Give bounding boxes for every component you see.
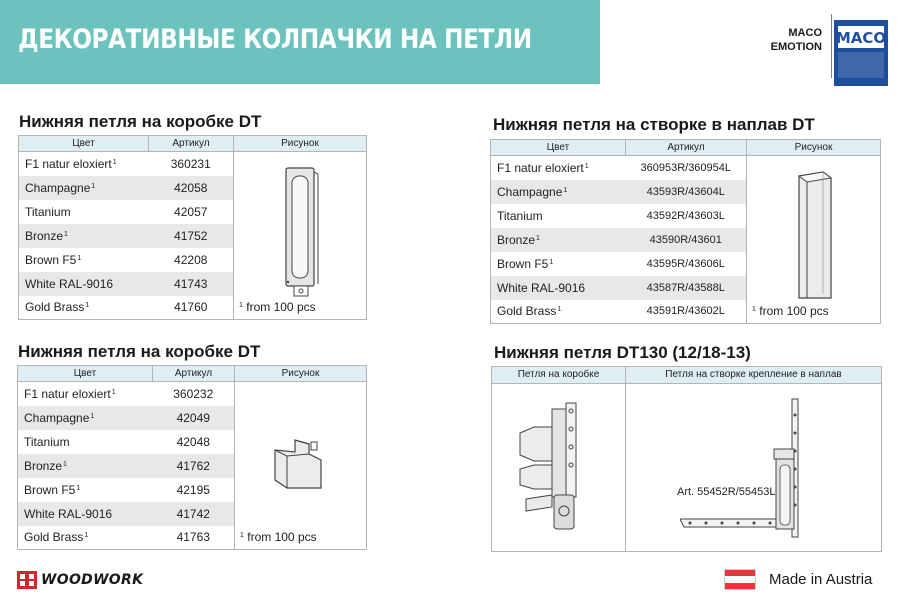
table-row-color: F1 natur eloxiert$^1$ — [19, 152, 149, 176]
table-row-color: F1 natur eloxiert$^1$ — [491, 156, 626, 180]
hinge-cover-frame-icon — [278, 166, 322, 306]
sash-hinge-icon — [680, 395, 800, 541]
section4-title: Нижняя петля DT130 (12/18-13) — [494, 343, 751, 362]
column-divider — [625, 367, 626, 551]
frame-hinge-icon — [516, 399, 592, 535]
picture-cell — [235, 382, 367, 550]
section1-table — [18, 135, 367, 320]
table-row-article: 360953R/360954L — [626, 156, 747, 180]
logo-divider — [831, 14, 832, 78]
col-frame-header: Петля на коробке — [492, 367, 625, 384]
table-row-color: White RAL-9016 — [18, 502, 153, 526]
section3-table — [17, 365, 367, 550]
picture-cell — [234, 152, 367, 320]
table-row-color: White RAL-9016 — [19, 272, 149, 296]
table-row-color: Titanium — [18, 430, 153, 454]
col-picture-header: Рисунок — [747, 140, 881, 156]
col-picture-header: Рисунок — [234, 136, 367, 152]
table-row-article: 43587R/43588L — [626, 276, 747, 300]
table-row-color: Gold Brass$^1$ — [18, 526, 153, 550]
table-row-color: Gold Brass$^1$ — [19, 296, 149, 320]
table-row-color: Bronze$^1$ — [491, 228, 626, 252]
table-row-article: 41743 — [149, 272, 234, 296]
table-row-color: White RAL-9016 — [491, 276, 626, 300]
table-row-article: 41752 — [149, 224, 234, 248]
table-row-color: Bronze$^1$ — [18, 454, 153, 478]
footnote: $^1$ from 100 pcs — [240, 530, 317, 544]
table-row-article: 42048 — [153, 430, 235, 454]
page-title: ДЕКОРАТИВНЫЕ КОЛПАЧКИ НА ПЕТЛИ — [18, 24, 532, 55]
table-row-article: 41760 — [149, 296, 234, 320]
section2-title: Нижняя петля на створке в наплав DT — [493, 115, 815, 134]
table-row-color: Champagne$^1$ — [491, 180, 626, 204]
col-sash-header: Петля на створке крепление в наплав — [626, 367, 881, 384]
table-row-color: Gold Brass$^1$ — [491, 300, 626, 324]
hinge-cap-frame-icon — [271, 436, 331, 492]
table-row-color: Bronze$^1$ — [19, 224, 149, 248]
table-row-article: 43592R/43603L — [626, 204, 747, 228]
table-row-article: 42058 — [149, 176, 234, 200]
hinge-cover-sash-icon — [793, 170, 837, 306]
picture-cell — [747, 156, 881, 324]
brand-line-1: MACO — [788, 27, 822, 39]
logo-text: MACO — [835, 29, 887, 47]
table-row-article: 360232 — [153, 382, 235, 406]
col-picture-header: Рисунок — [235, 366, 367, 382]
table-row-color: Titanium — [491, 204, 626, 228]
dt130-table — [491, 366, 882, 552]
footnote: $^1$ from 100 pcs — [239, 300, 316, 314]
table-row-article: 41762 — [153, 454, 235, 478]
table-row-article: 42208 — [149, 248, 234, 272]
table-row-article: 43590R/43601 — [626, 228, 747, 252]
section1-title: Нижняя петля на коробке DT — [19, 112, 262, 131]
col-article-header: Артикул — [153, 366, 235, 382]
table-row-article: 360231 — [149, 152, 234, 176]
table-row-color: Titanium — [19, 200, 149, 224]
col-color-header: Цвет — [19, 136, 149, 152]
table-row-article: 43595R/43606L — [626, 252, 747, 276]
table-row-color: Brown $F5^1$ — [18, 478, 153, 502]
table-row-color: Brown $F5^1$ — [19, 248, 149, 272]
table-row-article: 41763 — [153, 526, 235, 550]
austria-flag-icon — [724, 569, 756, 590]
dt130-article: Art. 55452R/55453L — [677, 486, 776, 498]
table-row-article: 42195 — [153, 478, 235, 502]
maco-logo-icon — [834, 20, 888, 86]
woodwork-logo-icon — [17, 571, 37, 589]
table-row-article: 42057 — [149, 200, 234, 224]
col-article-header: Артикул — [626, 140, 747, 156]
brand-line-2: EMOTION — [770, 41, 822, 53]
table-row-color: Brown $F5^1$ — [491, 252, 626, 276]
table-row-color: F1 natur eloxiert$^1$ — [18, 382, 153, 406]
table-row-article: 43591R/43602L — [626, 300, 747, 324]
maco-emotion-label — [722, 26, 822, 54]
footnote: $^1$ from 100 pcs — [752, 304, 829, 318]
section2-table — [490, 139, 881, 324]
made-in-label: Made in Austria — [769, 571, 873, 588]
table-row-color: Champagne$^1$ — [18, 406, 153, 430]
col-article-header: Артикул — [149, 136, 234, 152]
table-row-article: 42049 — [153, 406, 235, 430]
table-row-color: Champagne$^1$ — [19, 176, 149, 200]
col-color-header: Цвет — [491, 140, 626, 156]
woodwork-brand: WOODWORK — [41, 572, 144, 588]
header-banner — [0, 0, 600, 84]
table-row-article: 41742 — [153, 502, 235, 526]
table-row-article: 43593R/43604L — [626, 180, 747, 204]
section3-title: Нижняя петля на коробке DT — [18, 342, 261, 361]
col-color-header: Цвет — [18, 366, 153, 382]
